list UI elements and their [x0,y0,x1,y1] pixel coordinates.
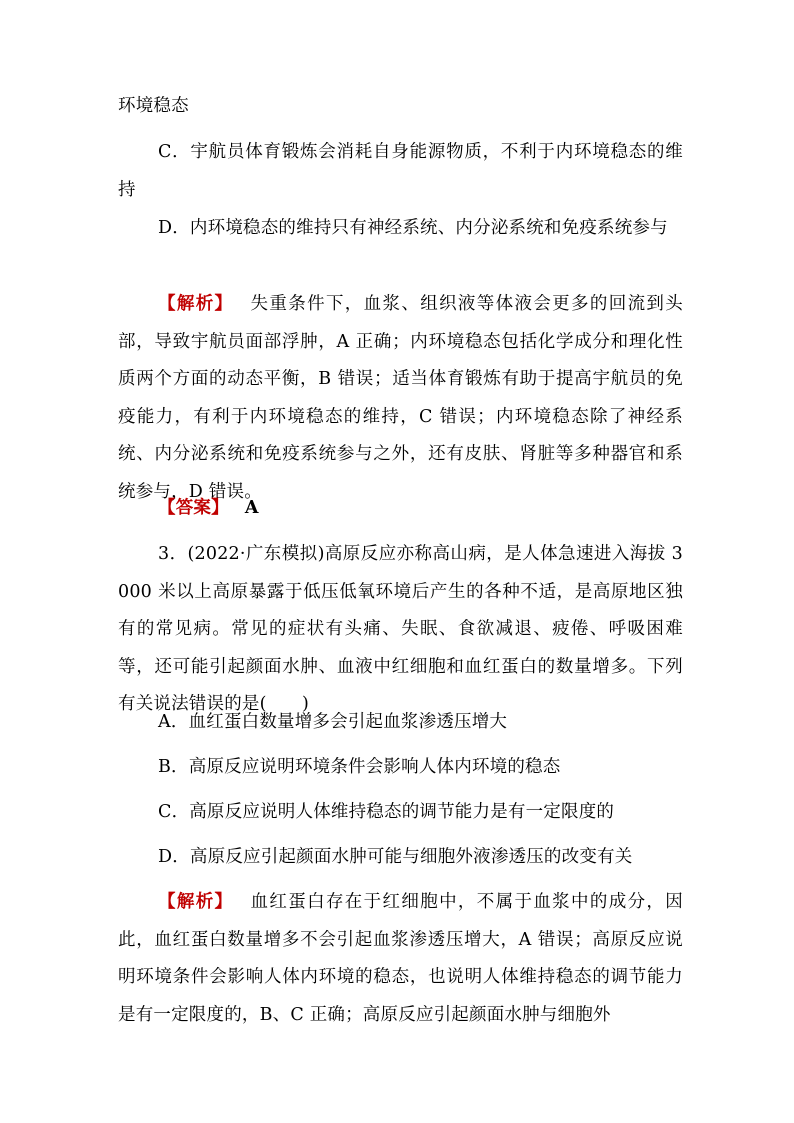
paragraph-continuation: 环境稳态 [118,96,189,116]
question-3: 3．(2022·广东模拟)高原反应亦称高山病，是人体急速进入海拔 3000 米以上高原暴露于低压低氧环境后产生的各种不适，是高原地区独有的常见病。常见的症状有头痛、失眠、食欲减退、疲倦、呼吸困难等，还可能引起颜面水肿、血液中红细胞和血红蛋白的数量增多。下列有关说法错误的是( ) [118,544,683,715]
option-d-previous: D．内环境稳态的维持只有神经系统、内分泌系统和免疫系统参与 [158,218,668,238]
analysis-paragraph-1 [118,286,683,512]
analysis-tag: 【解析】 [158,892,234,912]
option-c: C．高原反应说明人体维持稳态的调节能力是有一定限度的 [158,802,615,822]
option-b: B．高原反应说明环境条件会影响人体内环境的稳态 [158,757,561,777]
option-a: A．血红蛋白数量增多会引起血浆渗透压增大 [158,712,508,732]
answer-value: A [244,498,259,518]
answer-paragraph [118,490,683,528]
analysis-paragraph-2 [118,884,683,1034]
analysis-text: 失重条件下，血浆、组织液等体液会更多的回流到头部，导致宇航员面部浮肿，A 正确；内环境稳态包括化学成分和理化性质两个方面的动态平衡，B 错误；适当体育锻炼有助于提高宇航员的免疫能力，有利于内环境稳态的维持，C 错误；内环境稳态除了神经系统、内分泌系统和免疫系统参与之外，还有皮肤、肾脏等多种器官和系统参与，D 错误。 [118,294,683,502]
analysis-tag: 【解析】 [158,294,234,314]
answer-tag: 【答案】 [158,498,229,518]
analysis-text: 血红蛋白存在于红细胞中，不属于血浆中的成分，因此，血红蛋白数量增多不会引起血浆渗透压增大，A 错误；高原反应说明环境条件会影响人体内环境的稳态，也说明人体维持稳态的调节能力是有一定限度的，B、C 正确；高原反应引起颜面水肿与细胞外 [118,892,683,1025]
option-d: D．高原反应引起颜面水肿可能与细胞外液渗透压的改变有关 [158,847,633,867]
option-c-previous: C．宇航员体育锻炼会消耗自身能源物质，不利于内环境稳态的维持 [118,142,683,200]
